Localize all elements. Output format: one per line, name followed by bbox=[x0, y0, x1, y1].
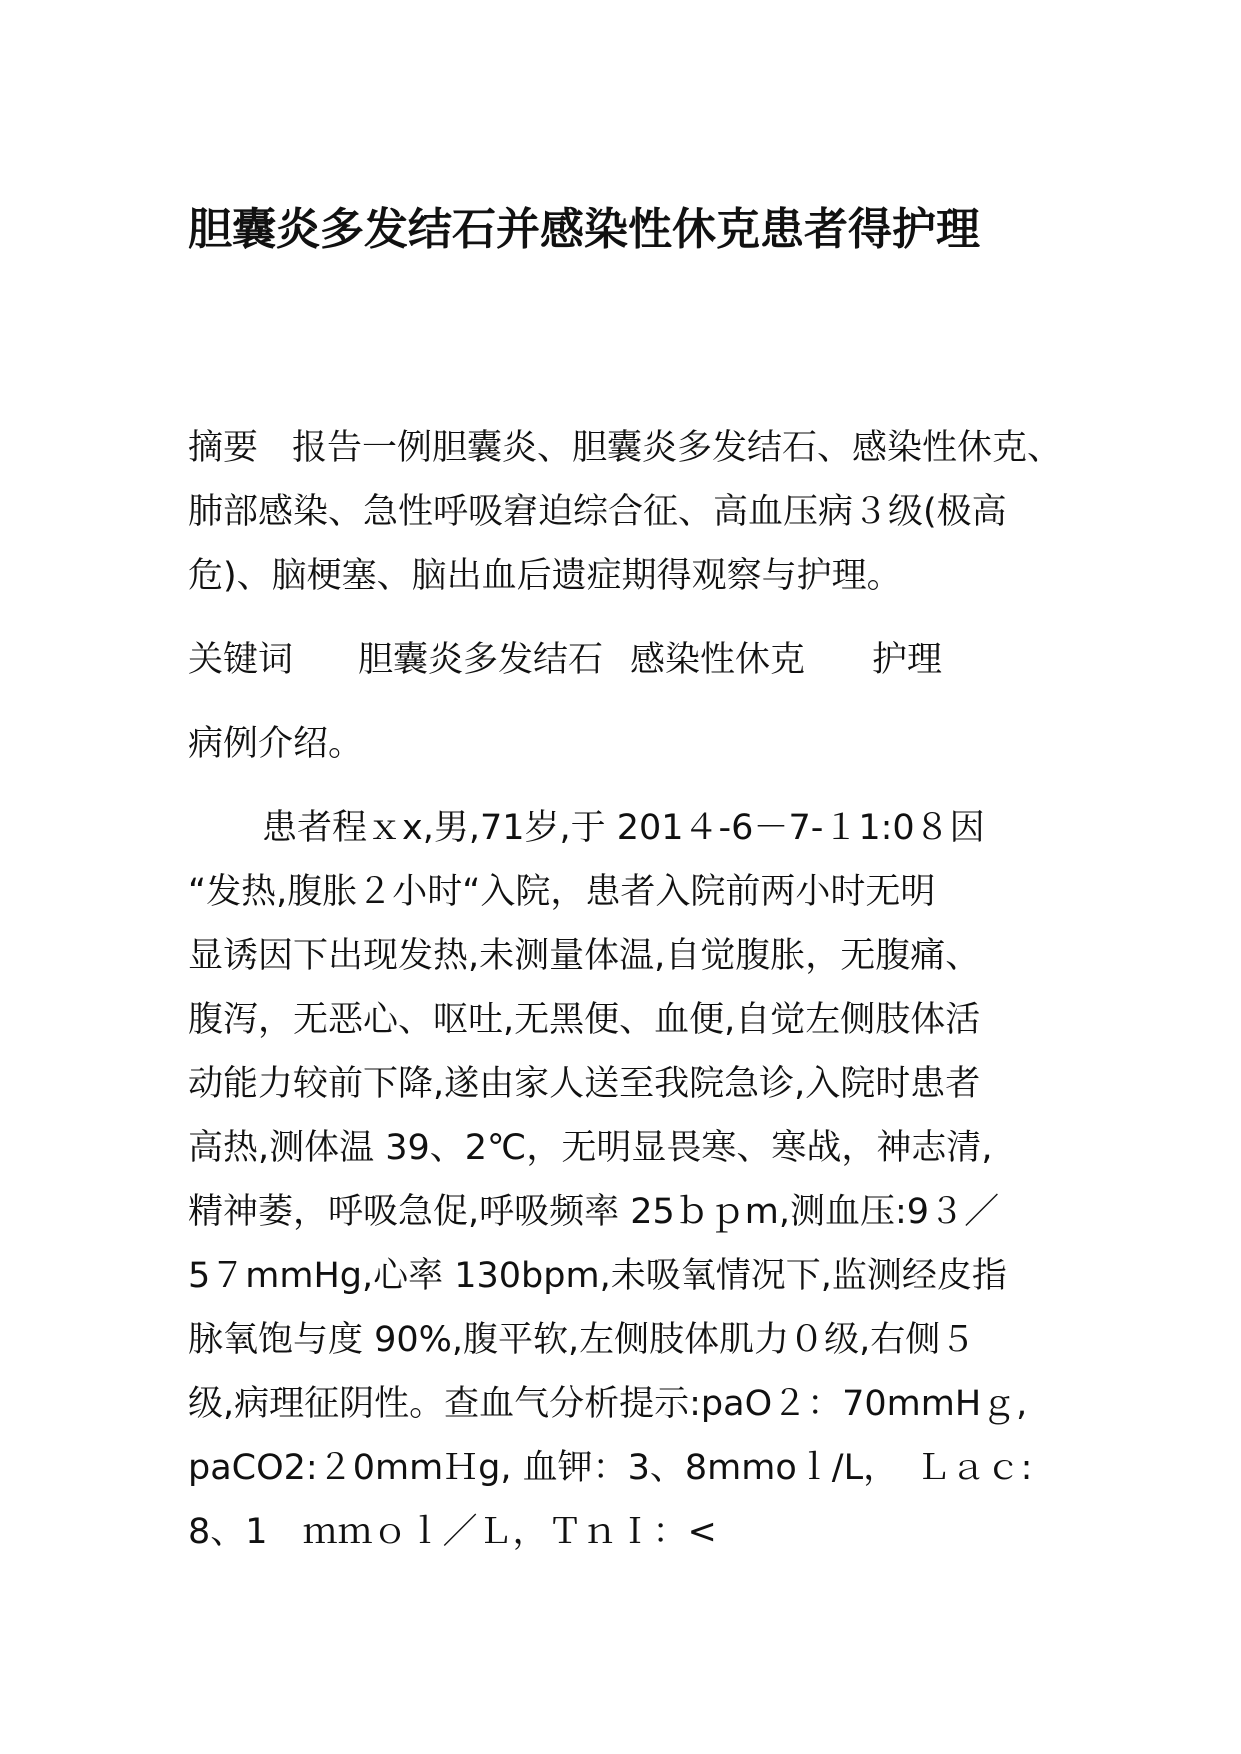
abstract-text: 报告一例胆囊炎、胆囊炎多发结石、感染性休克、肺部感染、急性呼吸窘迫综合征、高血压病３级(极高危)、脑梗塞、脑出血后遗症期得观察与护理。 bbox=[188, 428, 1063, 596]
case-line: 显诱因下出现发热,未测量体温,自觉腹胀，无腹痛、 bbox=[188, 936, 981, 976]
case-line: 脉氧饱与度 90%,腹平软,左侧肢体肌力０级,右侧５ bbox=[188, 1320, 976, 1360]
keyword-item: 胆囊炎多发结石 bbox=[358, 640, 604, 680]
keyword-item: 护理 bbox=[872, 640, 943, 680]
case-line: paCO2:２0mmＨg, 血钾：3、8mmoｌ/L， Ｌａｃ: bbox=[188, 1448, 1033, 1488]
keyword-item: 感染性休克 bbox=[630, 640, 806, 680]
abstract-label: 摘要 bbox=[188, 428, 259, 468]
document-title: 胆囊炎多发结石并感染性休克患者得护理 bbox=[188, 204, 980, 255]
case-line: 高热,测体温 39、2℃，无明显畏寒、寒战，神志清, bbox=[188, 1128, 993, 1168]
case-paragraph bbox=[188, 796, 1078, 1564]
case-line: 级,病理征阴性。查血气分析提示:paO２：70mmHｇ, bbox=[188, 1384, 1028, 1424]
case-line: 5７mmHg,心率 130bpm,未吸氧情况下,监测经皮指 bbox=[188, 1256, 1007, 1296]
keywords-label: 关键词 bbox=[188, 640, 294, 680]
abstract-paragraph bbox=[188, 416, 1078, 608]
case-line: 8、1 ｍｍｏｌ／Ｌ，ＴｎＩ：< bbox=[188, 1512, 717, 1552]
case-line: “发热,腹胀２小时“入院，患者入院前两小时无明 bbox=[188, 872, 936, 912]
case-heading: 病例介绍。 bbox=[188, 724, 364, 764]
case-line: 患者程ｘx,男,71岁,于 201４-6－7-１1:0８因 bbox=[262, 808, 985, 848]
keywords-line bbox=[188, 628, 1078, 692]
case-line: 精神萎，呼吸急促,呼吸频率 25ｂｐm,测血压:9３／ bbox=[188, 1192, 1000, 1232]
case-line: 动能力较前下降,遂由家人送至我院急诊,入院时患者 bbox=[188, 1064, 981, 1104]
case-line: 腹泻，无恶心、呕吐,无黑便、血便,自觉左侧肢体活 bbox=[188, 1000, 981, 1040]
